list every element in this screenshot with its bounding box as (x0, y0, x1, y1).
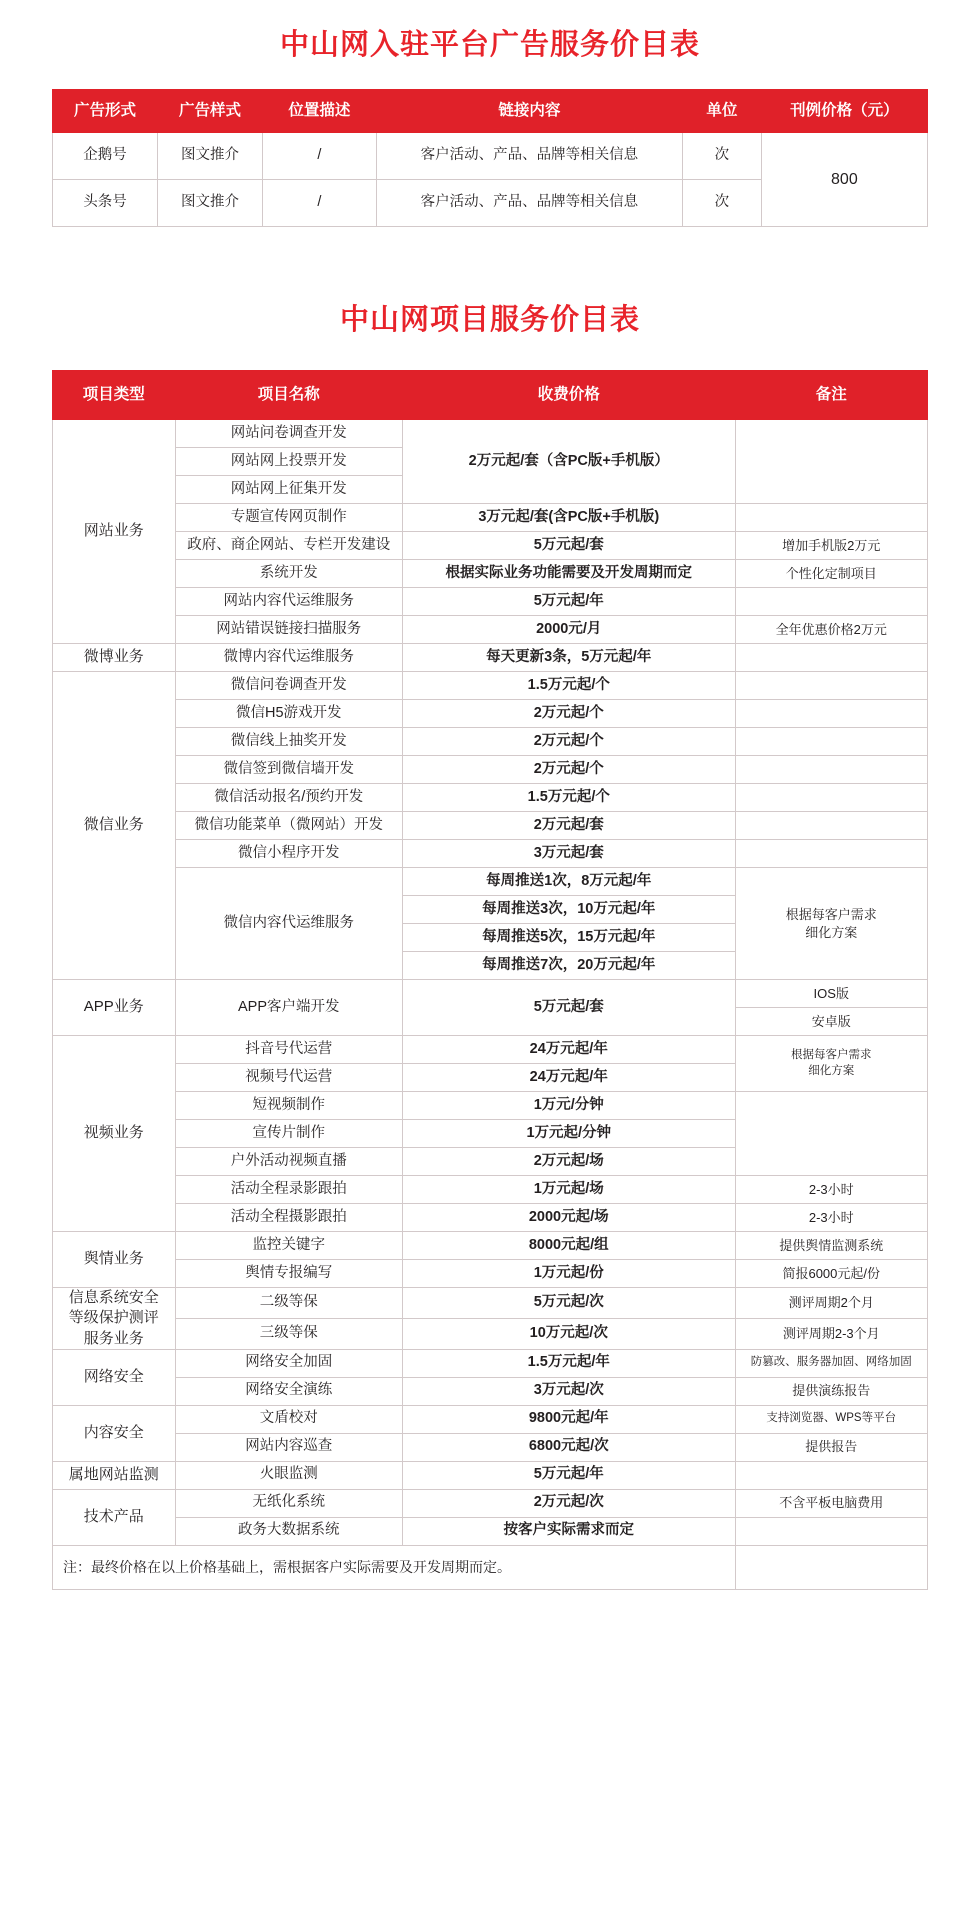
project-name-cell: 专题宣传网页制作 (175, 504, 403, 532)
project-price-cell: 按客户实际需求而定 (403, 1517, 736, 1545)
project-price-cell: 2000元起/场 (403, 1204, 736, 1232)
project-remark-cell: 防篡改、服务器加固、网络加固 (735, 1349, 928, 1377)
project-price-cell: 5万元起/套 (403, 532, 736, 560)
project-name-cell: 微信线上抽奖开发 (175, 728, 403, 756)
project-type-cell: 视频业务 (53, 1036, 176, 1232)
ad-position-cell: / (263, 180, 377, 227)
ad-col-style: 广告样式 (158, 90, 263, 133)
project-type-cell: 微信业务 (53, 672, 176, 980)
project-remark-cell: 根据每客户需求 细化方案 (735, 868, 928, 980)
project-price-cell: 5万元起/年 (403, 1461, 736, 1489)
project-name-cell: 政务大数据系统 (175, 1517, 403, 1545)
project-price-cell: 1万元起/份 (403, 1260, 736, 1288)
table-row (53, 1092, 928, 1120)
project-remark-cell: 不含平板电脑费用 (735, 1489, 928, 1517)
project-price-cell: 2万元起/套（含PC版+手机版） (403, 420, 736, 504)
project-name-cell: 网站错误链接扫描服务 (175, 616, 403, 644)
project-name-cell: 政府、商企网站、专栏开发建设 (175, 532, 403, 560)
project-name-cell: 网络安全加固 (175, 1349, 403, 1377)
project-price-cell: 5万元起/次 (403, 1288, 736, 1319)
project-price-cell: 24万元起/年 (403, 1064, 736, 1092)
project-col-price: 收费价格 (403, 371, 736, 420)
project-name-cell: 活动全程录影跟拍 (175, 1176, 403, 1204)
table-row (53, 728, 928, 756)
table-note: 注：最终价格在以上价格基础上，需根据客户实际需要及开发周期而定。 (53, 1545, 736, 1589)
project-name-cell: 网站内容代运维服务 (175, 588, 403, 616)
project-price-cell: 8000元起/组 (403, 1232, 736, 1260)
project-name-cell: 网站问卷调查开发 (175, 420, 403, 448)
ad-col-price: 刊例价格（元） (761, 90, 927, 133)
project-col-name: 项目名称 (175, 371, 403, 420)
table-row (53, 980, 928, 1008)
project-price-cell: 每周推送1次，8万元起/年 (403, 868, 736, 896)
table-row (53, 1318, 928, 1349)
project-price-cell: 每周推送5次，15万元起/年 (403, 924, 736, 952)
project-type-cell: 内容安全 (53, 1405, 176, 1461)
table-row (53, 1461, 928, 1489)
table-note-blank (735, 1545, 928, 1589)
project-remark-cell (735, 420, 928, 504)
project-name-cell: 视频号代运营 (175, 1064, 403, 1092)
table-row (53, 700, 928, 728)
project-type-cell: 微博业务 (53, 644, 176, 672)
table-row (53, 532, 928, 560)
project-remark-cell (735, 1461, 928, 1489)
table-row (53, 812, 928, 840)
project-price-cell: 24万元起/年 (403, 1036, 736, 1064)
table-row (53, 672, 928, 700)
project-name-cell: 舆情专报编写 (175, 1260, 403, 1288)
project-remark-cell (735, 756, 928, 784)
project-remark-cell: 增加手机版2万元 (735, 532, 928, 560)
project-remark-cell (735, 1092, 928, 1176)
project-remark-cell (735, 700, 928, 728)
ad-col-unit: 单位 (683, 90, 762, 133)
project-price-cell: 6800元起/次 (403, 1433, 736, 1461)
ad-unit-cell: 次 (683, 133, 762, 180)
project-remark-cell: 支持浏览器、WPS等平台 (735, 1405, 928, 1433)
project-name-cell: 宣传片制作 (175, 1120, 403, 1148)
project-remark-cell: 2-3小时 (735, 1176, 928, 1204)
project-remark-cell (735, 728, 928, 756)
project-remark-cell (735, 1517, 928, 1545)
project-price-cell: 9800元起/年 (403, 1405, 736, 1433)
table-row (53, 133, 928, 180)
project-remark-cell (735, 644, 928, 672)
ad-col-link: 链接内容 (376, 90, 682, 133)
project-type-cell: 舆情业务 (53, 1232, 176, 1288)
project-remark-cell: 2-3小时 (735, 1204, 928, 1232)
project-name-cell: 微信活动报名/预约开发 (175, 784, 403, 812)
project-name-cell: 微信内容代运维服务 (175, 868, 403, 980)
table-note-row (53, 1545, 928, 1589)
project-remark-cell (735, 840, 928, 868)
project-name-cell: 微信签到微信墙开发 (175, 756, 403, 784)
project-name-cell: 微信功能菜单（微网站）开发 (175, 812, 403, 840)
project-price-cell: 5万元起/套 (403, 980, 736, 1036)
ad-price-cell: 800 (761, 133, 927, 227)
project-price-cell: 10万元起/次 (403, 1318, 736, 1349)
table-row (53, 644, 928, 672)
project-remark-cell: 测评周期2-3个月 (735, 1318, 928, 1349)
project-name-cell: 三级等保 (175, 1318, 403, 1349)
table-row (53, 504, 928, 532)
project-table-body (53, 420, 928, 1590)
table-row (53, 840, 928, 868)
table-row (53, 784, 928, 812)
table-row (53, 616, 928, 644)
project-name-cell: 短视频制作 (175, 1092, 403, 1120)
project-name-cell: 系统开发 (175, 560, 403, 588)
project-price-cell: 2万元起/个 (403, 700, 736, 728)
project-name-cell: 微信问卷调查开发 (175, 672, 403, 700)
project-remark-cell (735, 672, 928, 700)
project-remark-cell (735, 784, 928, 812)
project-price-cell: 3万元起/套(含PC版+手机版) (403, 504, 736, 532)
table-header-row (53, 371, 928, 420)
project-name-cell: 网络安全演练 (175, 1377, 403, 1405)
price-list-page (0, 22, 980, 1590)
project-name-cell: 微信H5游戏开发 (175, 700, 403, 728)
project-price-cell: 2万元起/场 (403, 1148, 736, 1176)
project-name-cell: 监控关键字 (175, 1232, 403, 1260)
project-type-cell: 网站业务 (53, 420, 176, 644)
table-row (53, 868, 928, 896)
project-price-cell: 1万元起/场 (403, 1176, 736, 1204)
project-name-cell: 无纸化系统 (175, 1489, 403, 1517)
table-row (53, 588, 928, 616)
project-section-title: 中山网项目服务价目表 (339, 304, 640, 336)
ad-col-form: 广告形式 (53, 90, 158, 133)
ad-style-cell: 图文推介 (158, 180, 263, 227)
table-row (53, 1232, 928, 1260)
project-type-cell: 技术产品 (53, 1489, 176, 1545)
ad-link-cell: 客户活动、产品、品牌等相关信息 (376, 133, 682, 180)
project-col-remark: 备注 (735, 371, 928, 420)
project-remark-cell: 安卓版 (735, 1008, 928, 1036)
project-type-cell: 网络安全 (53, 1349, 176, 1405)
project-remark-cell: 全年优惠价格2万元 (735, 616, 928, 644)
project-name-cell: 网站网上投票开发 (175, 448, 403, 476)
project-name-cell: 网站内容巡查 (175, 1433, 403, 1461)
project-price-cell: 1.5万元起/个 (403, 672, 736, 700)
project-name-cell: 户外活动视频直播 (175, 1148, 403, 1176)
project-type-cell: APP业务 (53, 980, 176, 1036)
ad-price-table (52, 89, 928, 227)
ad-section-title: 中山网入驻平台广告服务价目表 (279, 29, 700, 61)
table-row (53, 1288, 928, 1319)
project-price-cell: 2万元起/套 (403, 812, 736, 840)
project-price-cell: 3万元起/套 (403, 840, 736, 868)
project-remark-cell: IOS版 (735, 980, 928, 1008)
project-col-type: 项目类型 (53, 371, 176, 420)
project-price-cell: 每周推送3次，10万元起/年 (403, 896, 736, 924)
table-row (53, 420, 928, 448)
project-price-cell: 5万元起/年 (403, 588, 736, 616)
project-price-cell: 1万元/分钟 (403, 1092, 736, 1120)
table-row (53, 756, 928, 784)
project-price-cell: 2万元起/个 (403, 756, 736, 784)
project-remark-cell: 简报6000元起/份 (735, 1260, 928, 1288)
project-price-cell: 1万元起/分钟 (403, 1120, 736, 1148)
project-price-cell: 每周推送7次，20万元起/年 (403, 952, 736, 980)
project-remark-cell (735, 504, 928, 532)
ad-style-cell: 图文推介 (158, 133, 263, 180)
project-name-cell: APP客户端开发 (175, 980, 403, 1036)
table-row (53, 1517, 928, 1545)
table-row (53, 1204, 928, 1232)
table-row (53, 1377, 928, 1405)
ad-col-position: 位置描述 (263, 90, 377, 133)
project-name-cell: 微信小程序开发 (175, 840, 403, 868)
project-price-table (52, 370, 928, 1590)
project-name-cell: 微博内容代运维服务 (175, 644, 403, 672)
table-row (53, 1405, 928, 1433)
project-remark-cell: 提供舆情监测系统 (735, 1232, 928, 1260)
table-row (53, 1176, 928, 1204)
table-row (53, 1489, 928, 1517)
ad-form-cell: 企鹅号 (53, 133, 158, 180)
table-row (53, 1260, 928, 1288)
project-price-cell: 1.5万元起/个 (403, 784, 736, 812)
ad-unit-cell: 次 (683, 180, 762, 227)
project-remark-cell: 根据每客户需求 细化方案 (735, 1036, 928, 1092)
table-row (53, 1433, 928, 1461)
project-name-cell: 二级等保 (175, 1288, 403, 1319)
project-price-cell: 根据实际业务功能需要及开发周期而定 (403, 560, 736, 588)
project-remark-cell: 测评周期2个月 (735, 1288, 928, 1319)
project-remark-cell (735, 812, 928, 840)
project-price-cell: 2万元起/次 (403, 1489, 736, 1517)
project-remark-cell: 提供报告 (735, 1433, 928, 1461)
project-price-cell: 2万元起/个 (403, 728, 736, 756)
table-row (53, 560, 928, 588)
project-price-cell: 1.5万元起/年 (403, 1349, 736, 1377)
table-row (53, 1036, 928, 1064)
project-remark-cell (735, 588, 928, 616)
ad-position-cell: / (263, 133, 377, 180)
project-name-cell: 火眼监测 (175, 1461, 403, 1489)
project-price-cell: 每天更新3条，5万元起/年 (403, 644, 736, 672)
project-name-cell: 抖音号代运营 (175, 1036, 403, 1064)
table-row (53, 1349, 928, 1377)
project-remark-cell: 个性化定制项目 (735, 560, 928, 588)
project-name-cell: 网站网上征集开发 (175, 476, 403, 504)
project-name-cell: 活动全程摄影跟拍 (175, 1204, 403, 1232)
project-type-cell: 属地网站监测 (53, 1461, 176, 1489)
table-header-row (53, 90, 928, 133)
project-remark-cell: 提供演练报告 (735, 1377, 928, 1405)
project-price-cell: 3万元起/次 (403, 1377, 736, 1405)
project-name-cell: 文盾校对 (175, 1405, 403, 1433)
project-price-cell: 2000元/月 (403, 616, 736, 644)
ad-link-cell: 客户活动、产品、品牌等相关信息 (376, 180, 682, 227)
ad-form-cell: 头条号 (53, 180, 158, 227)
project-type-cell: 信息系统安全 等级保护测评 服务业务 (53, 1288, 176, 1350)
